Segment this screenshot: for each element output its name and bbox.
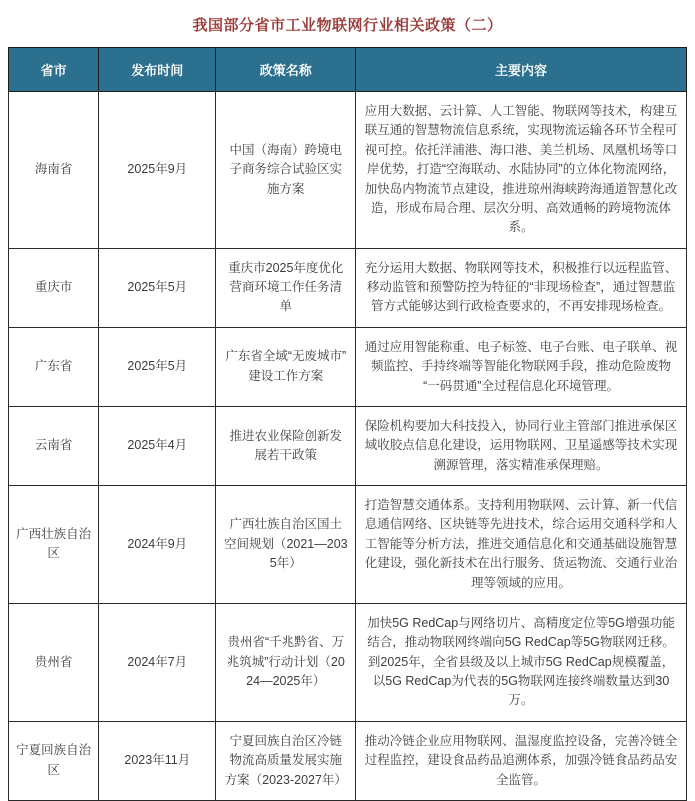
cell-date: 2025年9月	[99, 92, 216, 249]
cell-province: 广西壮族自治区	[9, 486, 99, 604]
cell-policy-name: 中国（海南）跨境电子商务综合试验区实施方案	[216, 92, 356, 249]
table-row	[9, 486, 687, 604]
cell-province: 云南省	[9, 406, 99, 485]
column-header-province: 省市	[9, 48, 99, 92]
cell-policy-name: 推进农业保险创新发展若干政策	[216, 406, 356, 485]
cell-date: 2023年11月	[99, 721, 216, 800]
cell-main-content: 应用大数据、云计算、人工智能、物联网等技术，构建互联互通的智慧物流信息系统，实现物流运输各环节全程可视可控。依托洋浦港、海口港、美兰机场、凤凰机场等口岸优势，打造“空海联动、水陆协同”的立体化物流网络，加快岛内物流节点建设，推进琼州海峡跨海通道智慧化改造，形成布局合理、层次分明、高效通畅的跨境物流体系。	[356, 92, 687, 249]
cell-date: 2025年5月	[99, 248, 216, 327]
table-row	[9, 92, 687, 249]
cell-policy-name: 宁夏回族自治区冷链物流高质量发展实施方案（2023-2027年）	[216, 721, 356, 800]
page-title: 我国部分省市工业物联网行业相关政策（二）	[192, 17, 503, 34]
table-header-row	[9, 48, 687, 92]
cell-province: 重庆市	[9, 248, 99, 327]
cell-province: 海南省	[9, 92, 99, 249]
cell-date: 2024年9月	[99, 486, 216, 604]
policy-table	[8, 47, 687, 801]
cell-main-content: 打造智慧交通体系。支持利用物联网、云计算、新一代信息通信网络、区块链等先进技术，综合运用交通科学和人工智能等分析方法，推进交通信息化和交通基础设施智慧化建设，强化新技术在出行服务、货运物流、交通行业治理等领域的应用。	[356, 486, 687, 604]
column-header-date: 发布时间	[99, 48, 216, 92]
cell-main-content: 通过应用智能称重、电子标签、电子台账、电子联单、视频监控、手持终端等智能化物联网手段，推动危险废物“一码贯通”全过程信息化环境管理。	[356, 327, 687, 406]
cell-date: 2025年5月	[99, 327, 216, 406]
cell-policy-name: 重庆市2025年度优化营商环境工作任务清单	[216, 248, 356, 327]
cell-date: 2024年7月	[99, 603, 216, 721]
cell-province: 贵州省	[9, 603, 99, 721]
cell-main-content: 保险机构要加大科技投入，协同行业主管部门推进承保区域收胶点信息化建设，运用物联网、卫星遥感等技术实现溯源管理，落实精准承保理赔。	[356, 406, 687, 485]
table-row	[9, 721, 687, 800]
table-body	[9, 92, 687, 801]
cell-date: 2025年4月	[99, 406, 216, 485]
cell-province: 宁夏回族自治区	[9, 721, 99, 800]
cell-policy-name: 贵州省“千兆黔省、万兆筑城”行动计划（2024—2025年）	[216, 603, 356, 721]
column-header-policy: 政策名称	[216, 48, 356, 92]
cell-province: 广东省	[9, 327, 99, 406]
cell-main-content: 加快5G RedCap与网络切片、高精度定位等5G增强功能结合，推动物联网终端向5G RedCap等5G物联网迁移。到2025年，全省县级及以上城市5G RedCap规模覆盖，以5G RedCap为代表的5G物联网连接终端数量达到30万。	[356, 603, 687, 721]
table-row	[9, 327, 687, 406]
cell-policy-name: 广西壮族自治区国土空间规划（2021—2035年）	[216, 486, 356, 604]
table-row	[9, 248, 687, 327]
cell-main-content: 推动冷链企业应用物联网、温湿度监控设备，完善冷链全过程监控，建设食品药品追溯体系，加强冷链食品药品安全监管。	[356, 721, 687, 800]
cell-policy-name: 广东省全域“无废城市”建设工作方案	[216, 327, 356, 406]
cell-main-content: 充分运用大数据、物联网等技术，积极推行以远程监管、移动监管和预警防控为特征的“非现场检查”，通过智慧监管方式能够达到行政检查要求的，不再安排现场检查。	[356, 248, 687, 327]
table-row	[9, 406, 687, 485]
table-row	[9, 603, 687, 721]
column-header-content: 主要内容	[356, 48, 687, 92]
